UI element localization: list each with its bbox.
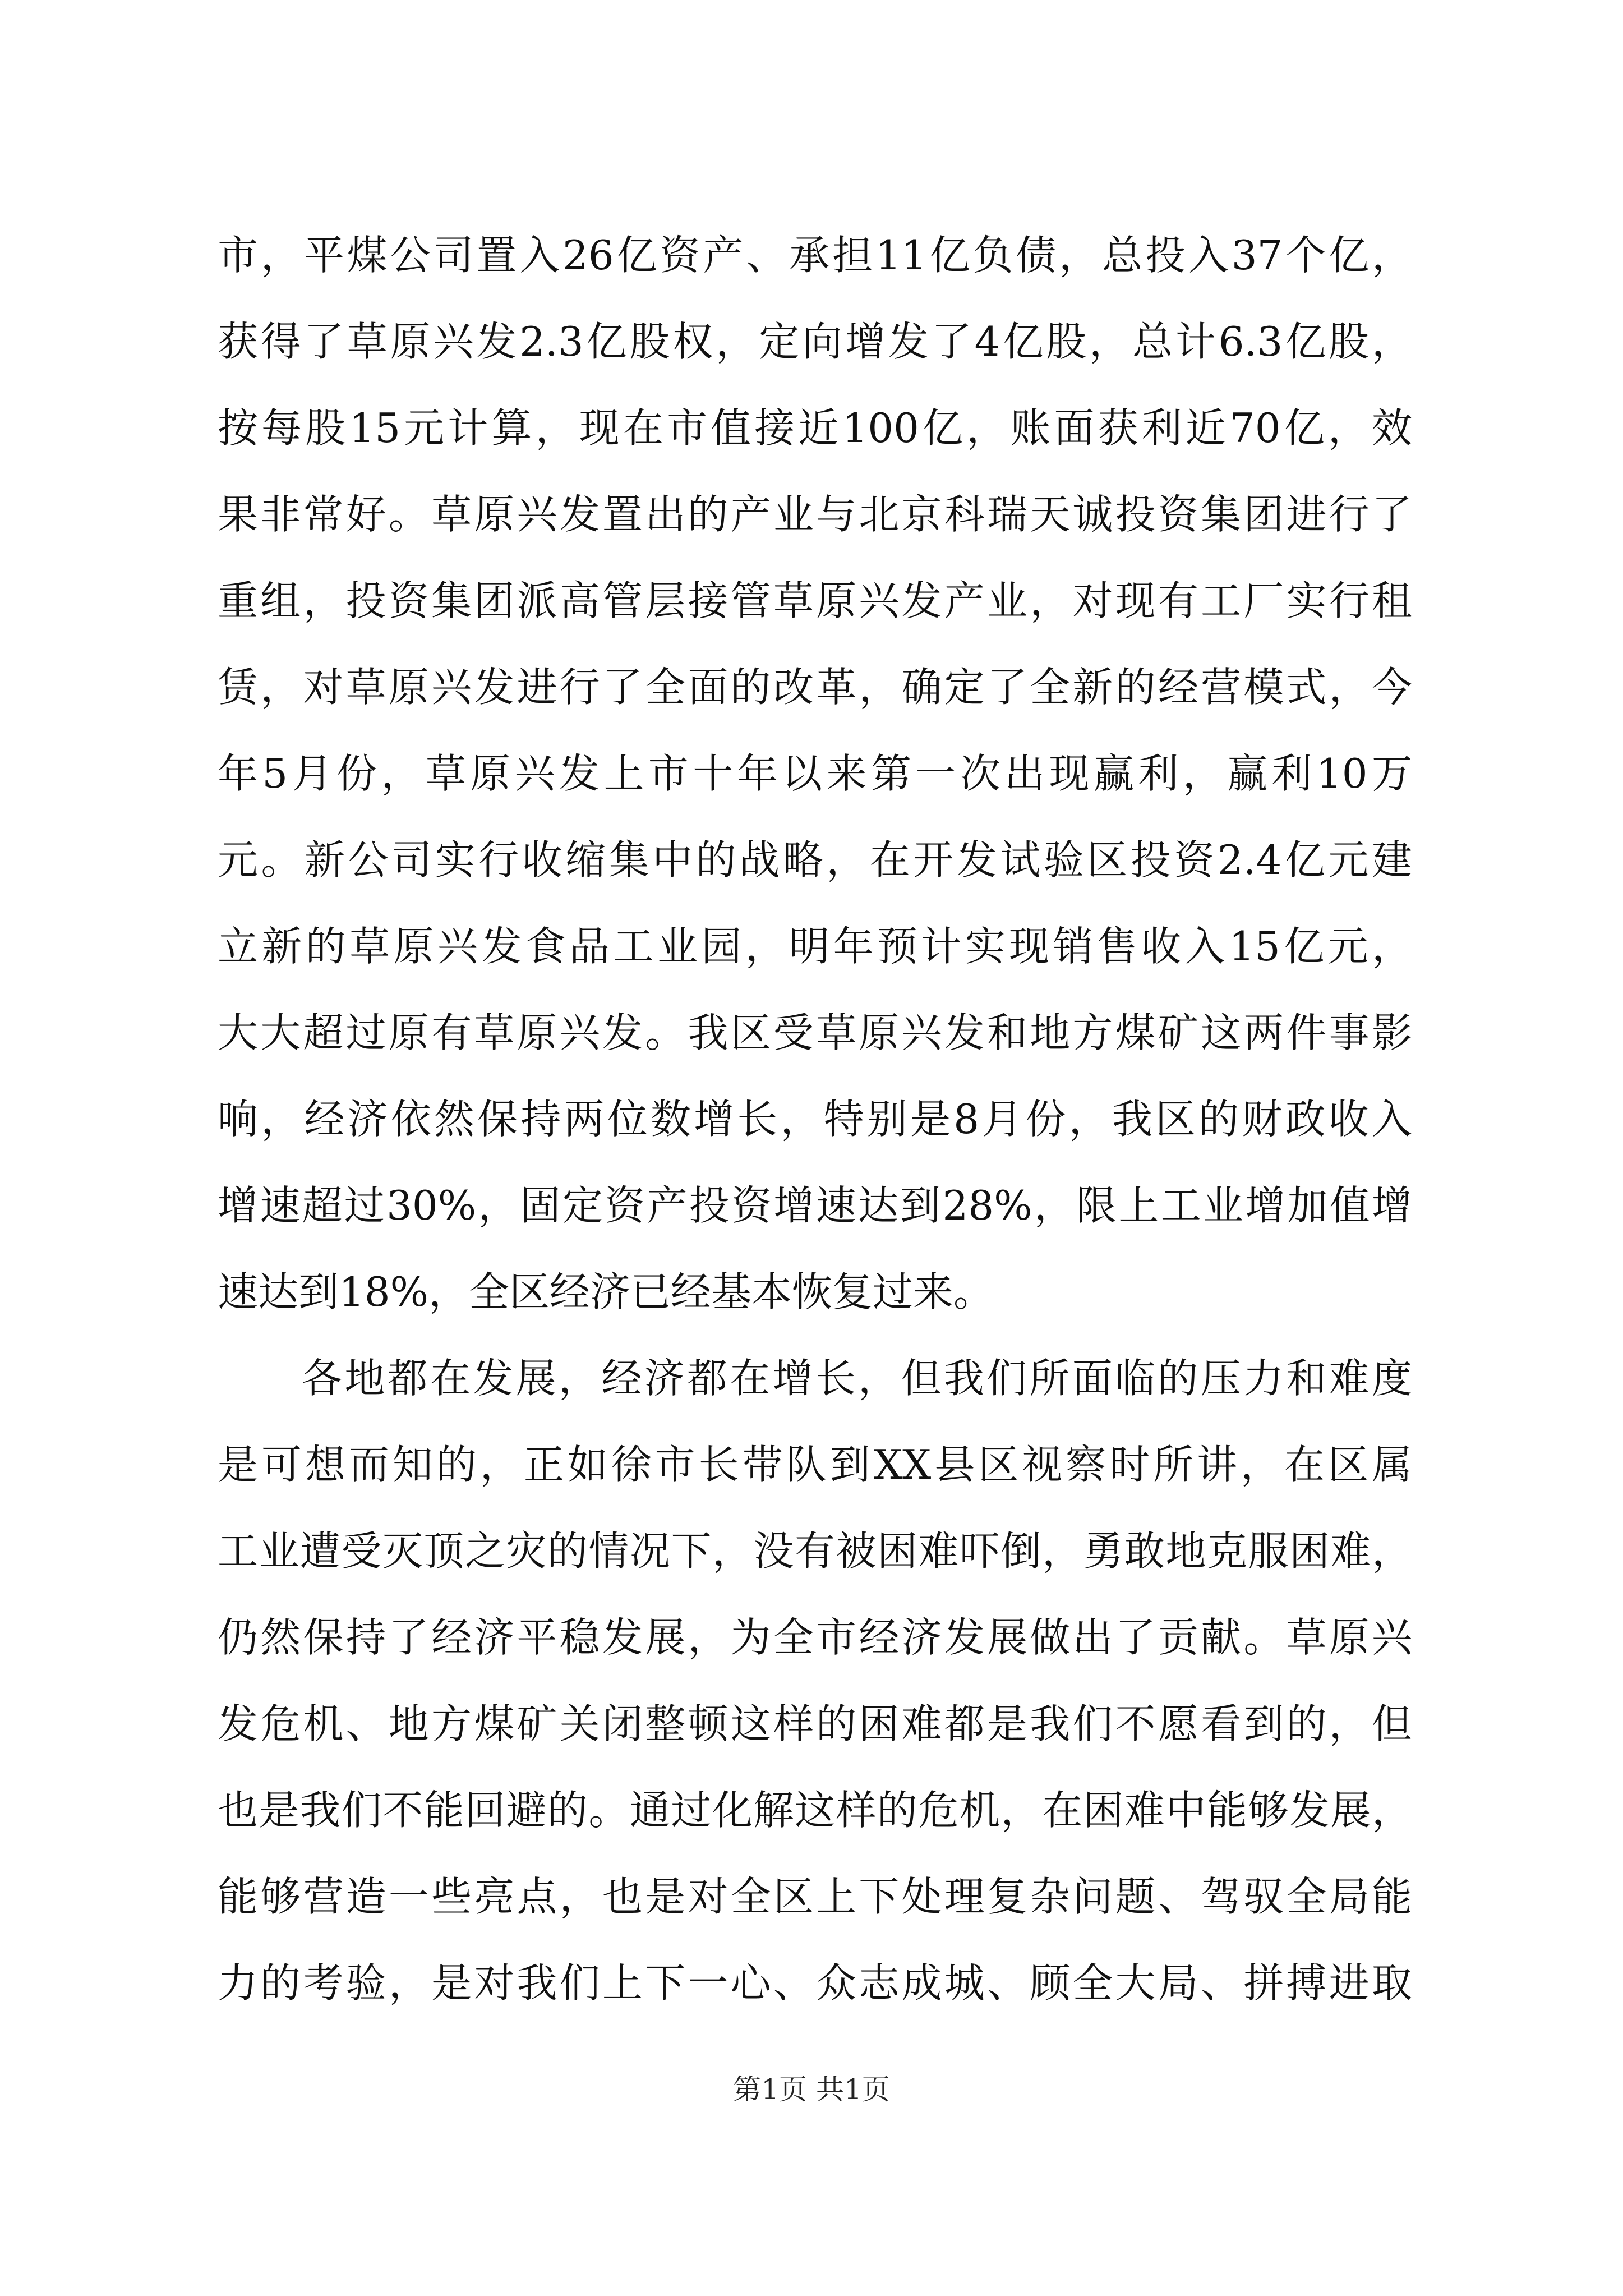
- paragraph-2-line: 发危机、地方煤矿关闭整顿这样的困难都是我们不愿看到的，但: [218, 1700, 1412, 1747]
- paragraph-1-line: 速达到18%，全区经济已经基本恢复过来。: [218, 1268, 994, 1315]
- paragraph-1-line: 立新的草原兴发食品工业园，明年预计实现销售收入15亿元，: [218, 923, 1412, 970]
- paragraph-1-line: 增速超过30%，固定资产投资增速达到28%，限上工业增加值增: [218, 1182, 1412, 1229]
- paragraph-2-line: 工业遭受灭顶之灾的情况下，没有被困难吓倒，勇敢地克服困难，: [218, 1527, 1412, 1575]
- document-body: [218, 212, 1412, 2026]
- paragraph-2-line: 各地都在发展，经济都在增长，但我们所面临的压力和难度: [302, 1355, 1412, 1402]
- paragraph-2-line: 是可想而知的，正如徐市长带队到XX县区视察时所讲，在区属: [218, 1441, 1412, 1488]
- paragraph-2-line: 仍然保持了经济平稳发展，为全市经济发展做出了贡献。草原兴: [218, 1614, 1412, 1661]
- paragraph-1-line: 重组，投资集团派高管层接管草原兴发产业，对现有工厂实行租: [218, 577, 1412, 624]
- paragraph-1-line: 按每股15元计算，现在市值接近100亿，账面获利近70亿，效: [218, 404, 1412, 452]
- paragraph-2-line: 能够营造一些亮点，也是对全区上下处理复杂问题、驾驭全局能: [218, 1873, 1412, 1920]
- page-footer: 第1页 共1页: [733, 2073, 890, 2106]
- paragraph-1-line: 果非常好。草原兴发置出的产业与北京科瑞天诚投资集团进行了: [218, 491, 1412, 538]
- paragraph-1-line: 年5月份，草原兴发上市十年以来第一次出现赢利，赢利10万: [218, 750, 1412, 797]
- paragraph-2-line: 力的考验，是对我们上下一心、众志成城、顾全大局、拼搏进取: [218, 1959, 1412, 2007]
- paragraph-2-line: 也是我们不能回避的。通过化解这样的危机，在困难中能够发展，: [218, 1787, 1412, 1834]
- paragraph-1-line: 赁，对草原兴发进行了全面的改革，确定了全新的经营模式，今: [218, 664, 1412, 711]
- paragraph-1-line: 元。新公司实行收缩集中的战略，在开发试验区投资2.4亿元建: [218, 836, 1412, 884]
- paragraph-1-line: 大大超过原有草原兴发。我区受草原兴发和地方煤矿这两件事影: [218, 1009, 1412, 1056]
- paragraph-1-line: 获得了草原兴发2.3亿股权，定向增发了4亿股，总计6.3亿股，: [218, 318, 1412, 365]
- paragraph-1-line: 市，平煤公司置入26亿资产、承担11亿负债，总投入37个亿，: [218, 232, 1412, 279]
- paragraph-1-line: 响，经济依然保持两位数增长，特别是8月份，我区的财政收入: [218, 1096, 1412, 1143]
